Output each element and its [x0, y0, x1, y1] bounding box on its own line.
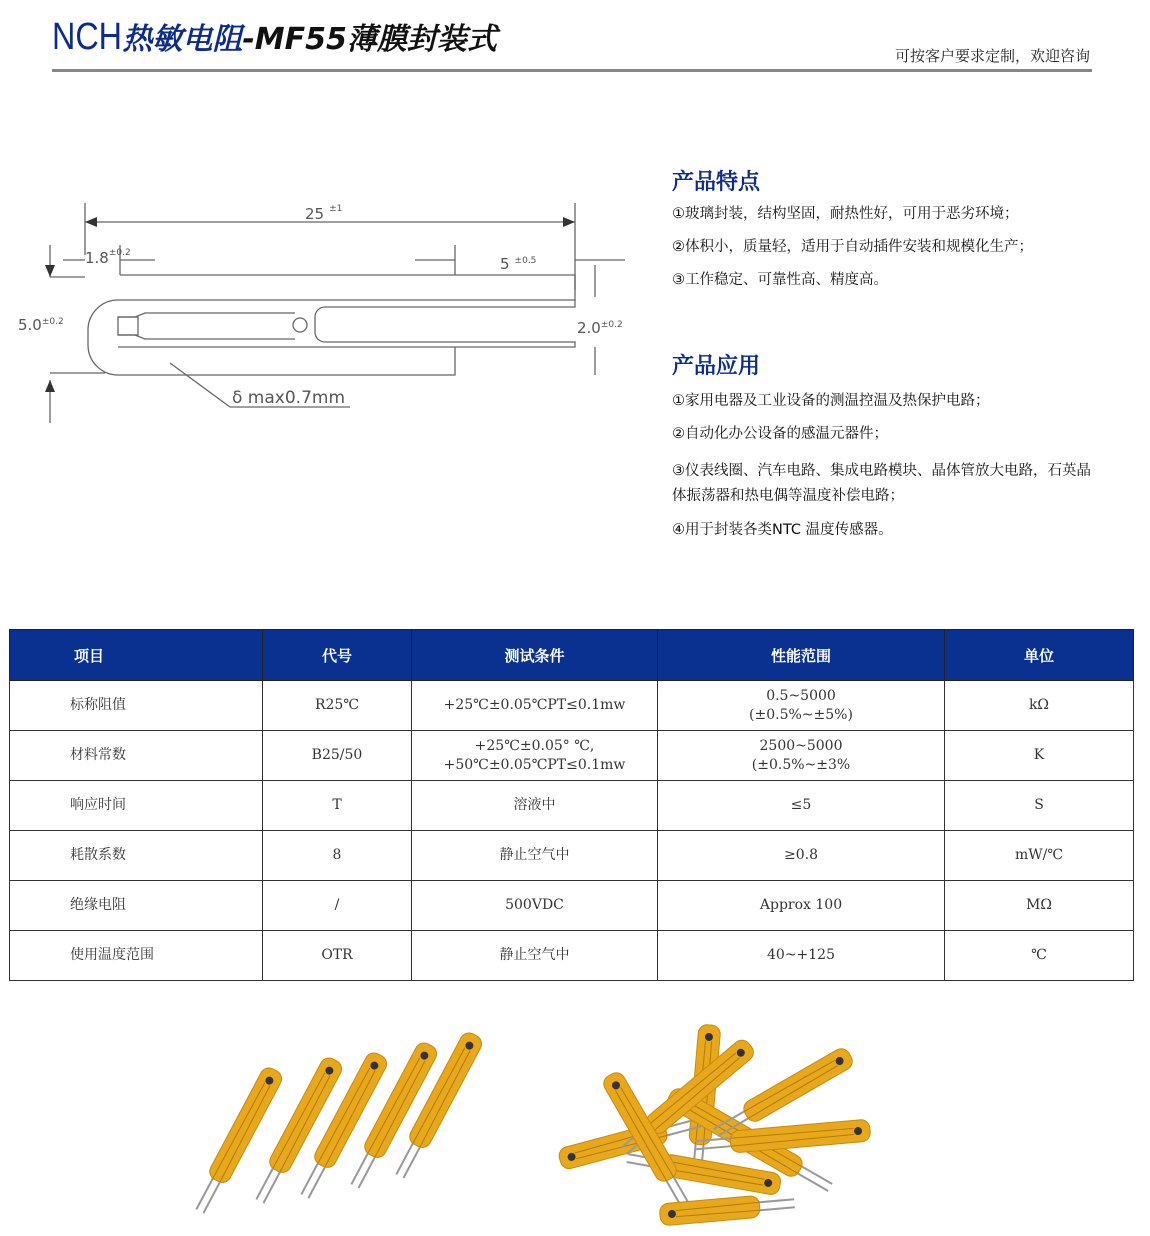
- length-label: 25: [305, 205, 325, 223]
- pitch-tol: ±0.2: [600, 320, 623, 330]
- page-title: [52, 14, 497, 59]
- feature-item: ①玻璃封装，结构坚固，耐热性好，可用于恶劣环境；: [672, 206, 1019, 222]
- svg-text:1.8±0.2: [85, 248, 131, 267]
- table-cell: +25℃±0.05℃PT≤0.1mw: [412, 681, 658, 731]
- table-row: [10, 881, 1134, 931]
- table-cell: 0.5~5000 (±0.5%~±5%): [658, 681, 945, 731]
- table-cell: 40~+125: [658, 931, 945, 981]
- table-cell: 标称阻值: [10, 681, 263, 731]
- tip-tol: ±0.5: [514, 256, 537, 266]
- col-header: 单位: [945, 630, 1134, 681]
- application-item: ③仪表线圈、汽车电路、集成电路模块、晶体管放大电路，石英晶体振荡器和热电偶等温度补偿电路；: [672, 463, 1091, 504]
- table-cell: Approx 100: [658, 881, 945, 931]
- application-item: ④用于封装各类NTC 温度传感器。: [672, 522, 893, 538]
- table-row: [10, 681, 1134, 731]
- pitch-label: 2.0: [577, 319, 601, 337]
- table-cell: B25/50: [263, 731, 412, 781]
- table-cell: R25℃: [263, 681, 412, 731]
- table-cell: T: [263, 781, 412, 831]
- tip-label: 5: [500, 255, 510, 273]
- svg-text:25±1: [305, 204, 342, 223]
- applications-heading: 产品应用: [672, 354, 761, 379]
- table-cell: 绝缘电阻: [10, 881, 263, 931]
- table-cell: 2500~5000 (±0.5%~±3%: [658, 731, 945, 781]
- svg-text:5±0.5: [500, 255, 536, 273]
- table-cell: mW/℃: [945, 831, 1134, 881]
- application-item: ②自动化办公设备的感温元器件；: [672, 426, 888, 442]
- col-header: 测试条件: [412, 630, 658, 681]
- feature-item: ②体积小，质量轻，适用于自动插件安装和规模化生产；: [672, 239, 1033, 255]
- table-cell: 使用温度范围: [10, 931, 263, 981]
- table-cell: 静止空气中: [412, 931, 658, 981]
- table-row: [10, 931, 1134, 981]
- svg-text:5.0±0.2: [18, 316, 64, 334]
- brand: NCH: [52, 16, 122, 58]
- applications-list: [672, 392, 1092, 540]
- table-cell: 溶液中: [412, 781, 658, 831]
- divider: [52, 69, 1092, 72]
- lead-offset-label: 1.8: [85, 249, 109, 267]
- features-heading: 产品特点: [672, 170, 761, 195]
- table-cell: 材料常数: [10, 731, 263, 781]
- col-header: 代号: [263, 630, 412, 681]
- application-item: ①家用电器及工业设备的测温控温及热保护电路；: [672, 393, 990, 409]
- table-cell: /: [263, 881, 412, 931]
- title-model: -MF55薄膜封装式: [242, 22, 497, 57]
- table-cell: ℃: [945, 931, 1134, 981]
- product-photo-pile: [550, 1015, 890, 1230]
- table-cell: 8: [263, 831, 412, 881]
- features-list: [672, 205, 1033, 290]
- dimension-diagram: [15, 185, 645, 430]
- table-cell: kΩ: [945, 681, 1134, 731]
- table-cell: OTR: [263, 931, 412, 981]
- table-cell: S: [945, 781, 1134, 831]
- table-row: [10, 731, 1134, 781]
- table-cell: ≥0.8: [658, 831, 945, 881]
- table-row: [10, 781, 1134, 831]
- thermistor-sensor: [659, 1192, 795, 1226]
- thickness-label: δ max0.7mm: [232, 388, 345, 408]
- slogan: 可按客户要求定制，欢迎咨询: [894, 47, 1090, 65]
- table-header-row: [10, 630, 1134, 681]
- col-header: 项目: [10, 630, 263, 681]
- table-cell: +25℃±0.05° ℃, +50℃±0.05℃PT≤0.1mw: [412, 731, 658, 781]
- width-tol: ±0.2: [41, 317, 64, 327]
- lead-offset-tol: ±0.2: [108, 248, 131, 258]
- table-row: [10, 831, 1134, 881]
- width-label: 5.0: [18, 316, 42, 334]
- table-cell: 响应时间: [10, 781, 263, 831]
- feature-item: ③工作稳定、可靠性高、精度高。: [672, 272, 888, 288]
- table-cell: 耗散系数: [10, 831, 263, 881]
- table-cell: 静止空气中: [412, 831, 658, 881]
- spec-table: [9, 629, 1134, 981]
- length-tol: ±1: [329, 204, 343, 214]
- thermistor-sensor: [190, 1065, 285, 1217]
- table-cell: 500VDC: [412, 881, 658, 931]
- svg-text:2.0±0.2: [577, 319, 623, 337]
- table-cell: K: [945, 731, 1134, 781]
- table-cell: ≤5: [658, 781, 945, 831]
- product-photo-row: [180, 1015, 510, 1235]
- table-cell: MΩ: [945, 881, 1134, 931]
- col-header: 性能范围: [658, 630, 945, 681]
- title-cn: 热敏电阻: [122, 22, 243, 57]
